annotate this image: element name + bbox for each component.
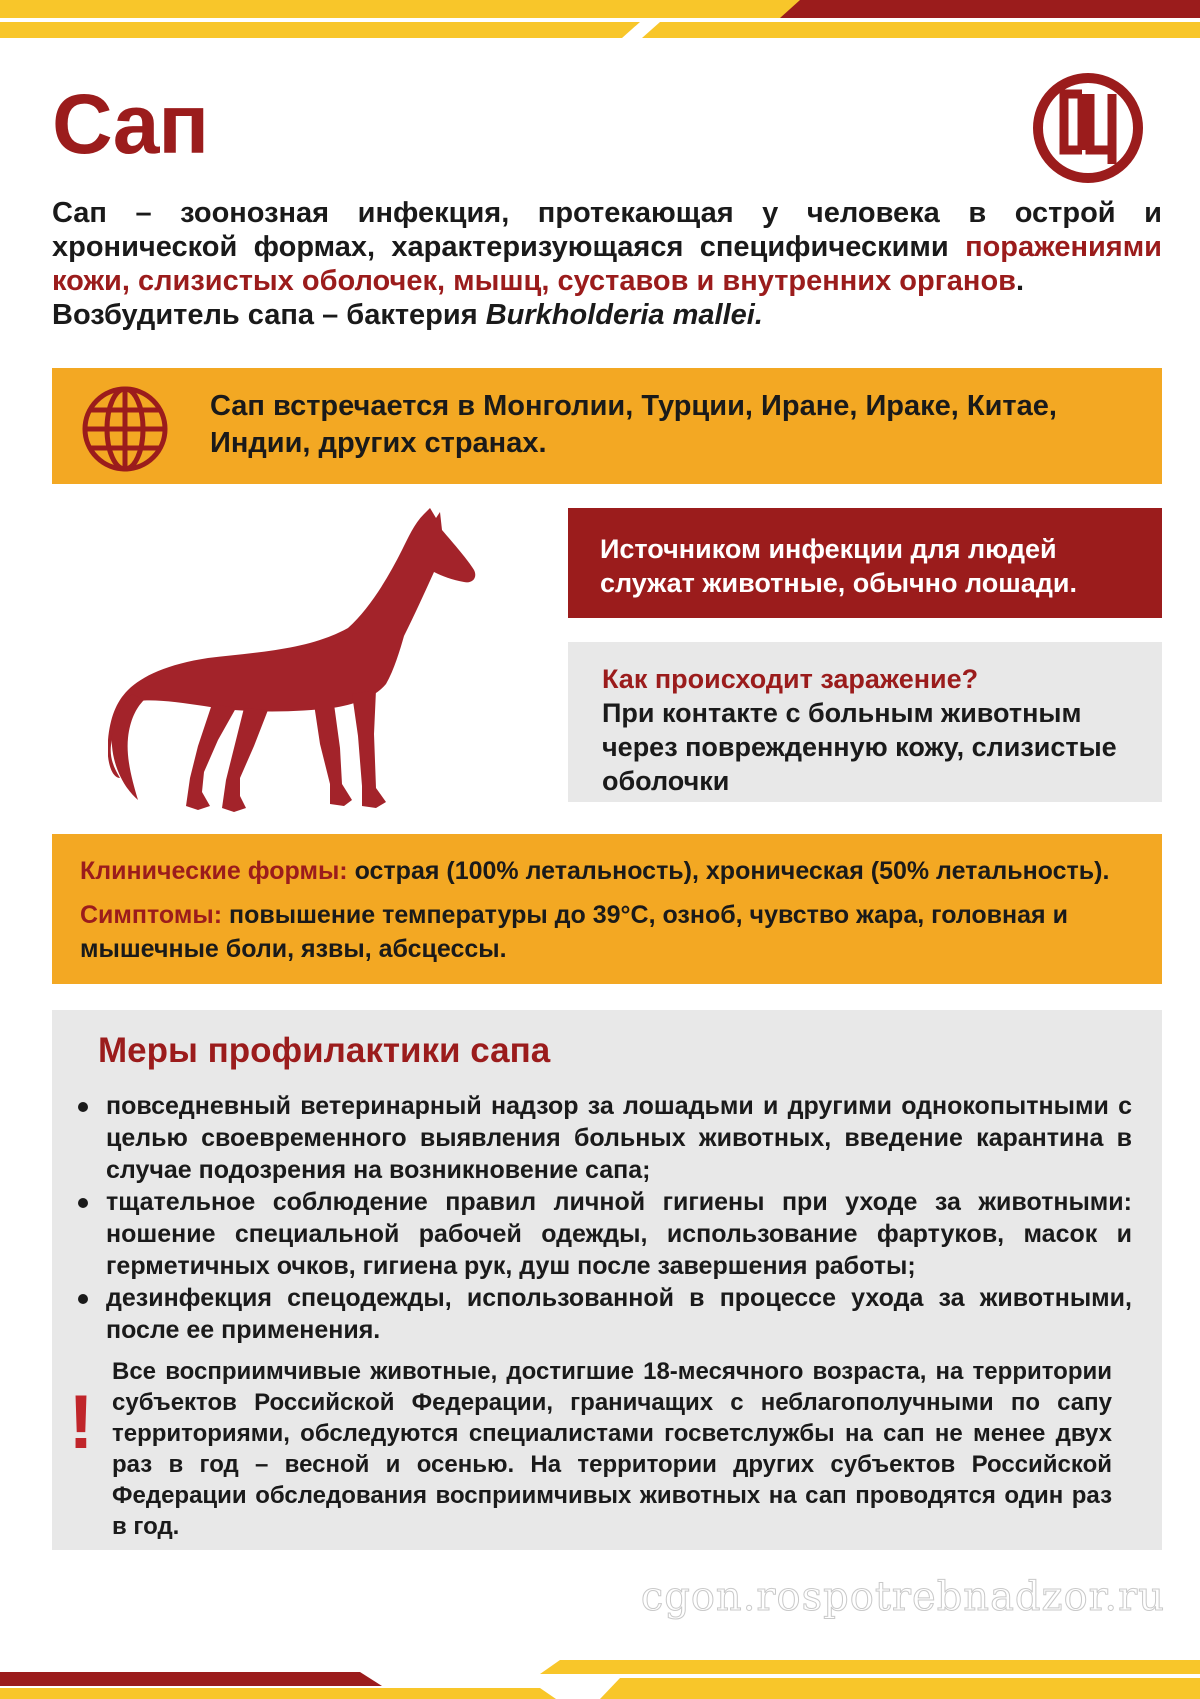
symptoms-text: повышение температуры до 39°С, озноб, чувство жара, головная и мышечные боли, язвы, абсцессы. bbox=[80, 901, 1068, 963]
transmission-question: Как происходит заражение? bbox=[602, 664, 979, 694]
geography-banner bbox=[52, 368, 1162, 484]
transmission-answer: При контакте с больным животным через поврежденную кожу, слизистые оболочки bbox=[602, 698, 1117, 796]
list-item: тщательное соблюдение правил личной гигиены при уходе за животными: ношение специальной рабочей одежды, использование фартуков, масок и герметичных очков, гигиена рук, душ после завершения работы; bbox=[72, 1186, 1132, 1282]
page-title: Сап bbox=[52, 77, 209, 171]
horse-silhouette bbox=[108, 508, 478, 818]
list-item: повседневный ветеринарный надзор за лошадьми и другими однокопытными с целью своевременного выявления больных животных, введение карантина в случае подозрения на возникновение сапа; bbox=[72, 1090, 1132, 1186]
prevention-list bbox=[72, 1090, 1132, 1346]
intro-accent: поражениями кожи, слизистых оболочек, мышц, суставов и внутренних органов bbox=[52, 231, 1162, 297]
notice-text: Все восприимчивые животные, достигшие 18-месячного возраста, на территории субъектов Российской Федерации, граничащих с неблагополучными по сапу территориями, обследуются специалистами госветслужбы на сап не менее двух раз в год – весной и осенью. На территории других субъектов Российской Федерации обследования восприимчивых животных на сап проводятся один раз в год. bbox=[112, 1358, 1112, 1540]
clinical-forms bbox=[80, 854, 1134, 888]
intro-text-1: Сап – зоонозная инфекция, протекающая у человека в острой и хронической формах, характеризующаяся специфическими bbox=[52, 197, 1162, 263]
intro-text-2: . bbox=[1015, 265, 1025, 297]
clinical-forms-text: острая (100% летальность), хроническая (50% летальность). bbox=[347, 857, 1110, 885]
infection-source-box bbox=[568, 508, 1162, 618]
agent-name: Burkholderia mallei. bbox=[485, 299, 763, 331]
list-item: дезинфекция спецодежды, использованной в процессе ухода за животными, после ее применения. bbox=[72, 1282, 1132, 1346]
clinical-box bbox=[52, 834, 1162, 984]
geography-text: Сап встречается в Монголии, Турции, Иране, Ираке, Китае, Индии, других странах. bbox=[210, 390, 1057, 459]
symptoms bbox=[80, 898, 1134, 966]
footer-site: cgon.rospotrebnadzor.ru bbox=[640, 1574, 1165, 1620]
infection-source-text: Источником инфекции для людей служат животные, обычно лошади. bbox=[600, 534, 1078, 598]
intro-paragraph bbox=[52, 196, 1162, 332]
prevention-box bbox=[52, 1010, 1162, 1550]
clinical-forms-label: Клинические формы: bbox=[80, 857, 348, 885]
exclamation-icon: ! bbox=[68, 1380, 94, 1465]
agent-label: Возбудитель сапа – бактерия bbox=[52, 299, 486, 331]
logo-emblem bbox=[1032, 72, 1144, 184]
transmission-box bbox=[568, 642, 1162, 802]
prevention-heading: Меры профилактики сапа bbox=[98, 1031, 551, 1070]
globe-icon bbox=[80, 384, 170, 474]
symptoms-label: Симптомы: bbox=[80, 901, 223, 929]
